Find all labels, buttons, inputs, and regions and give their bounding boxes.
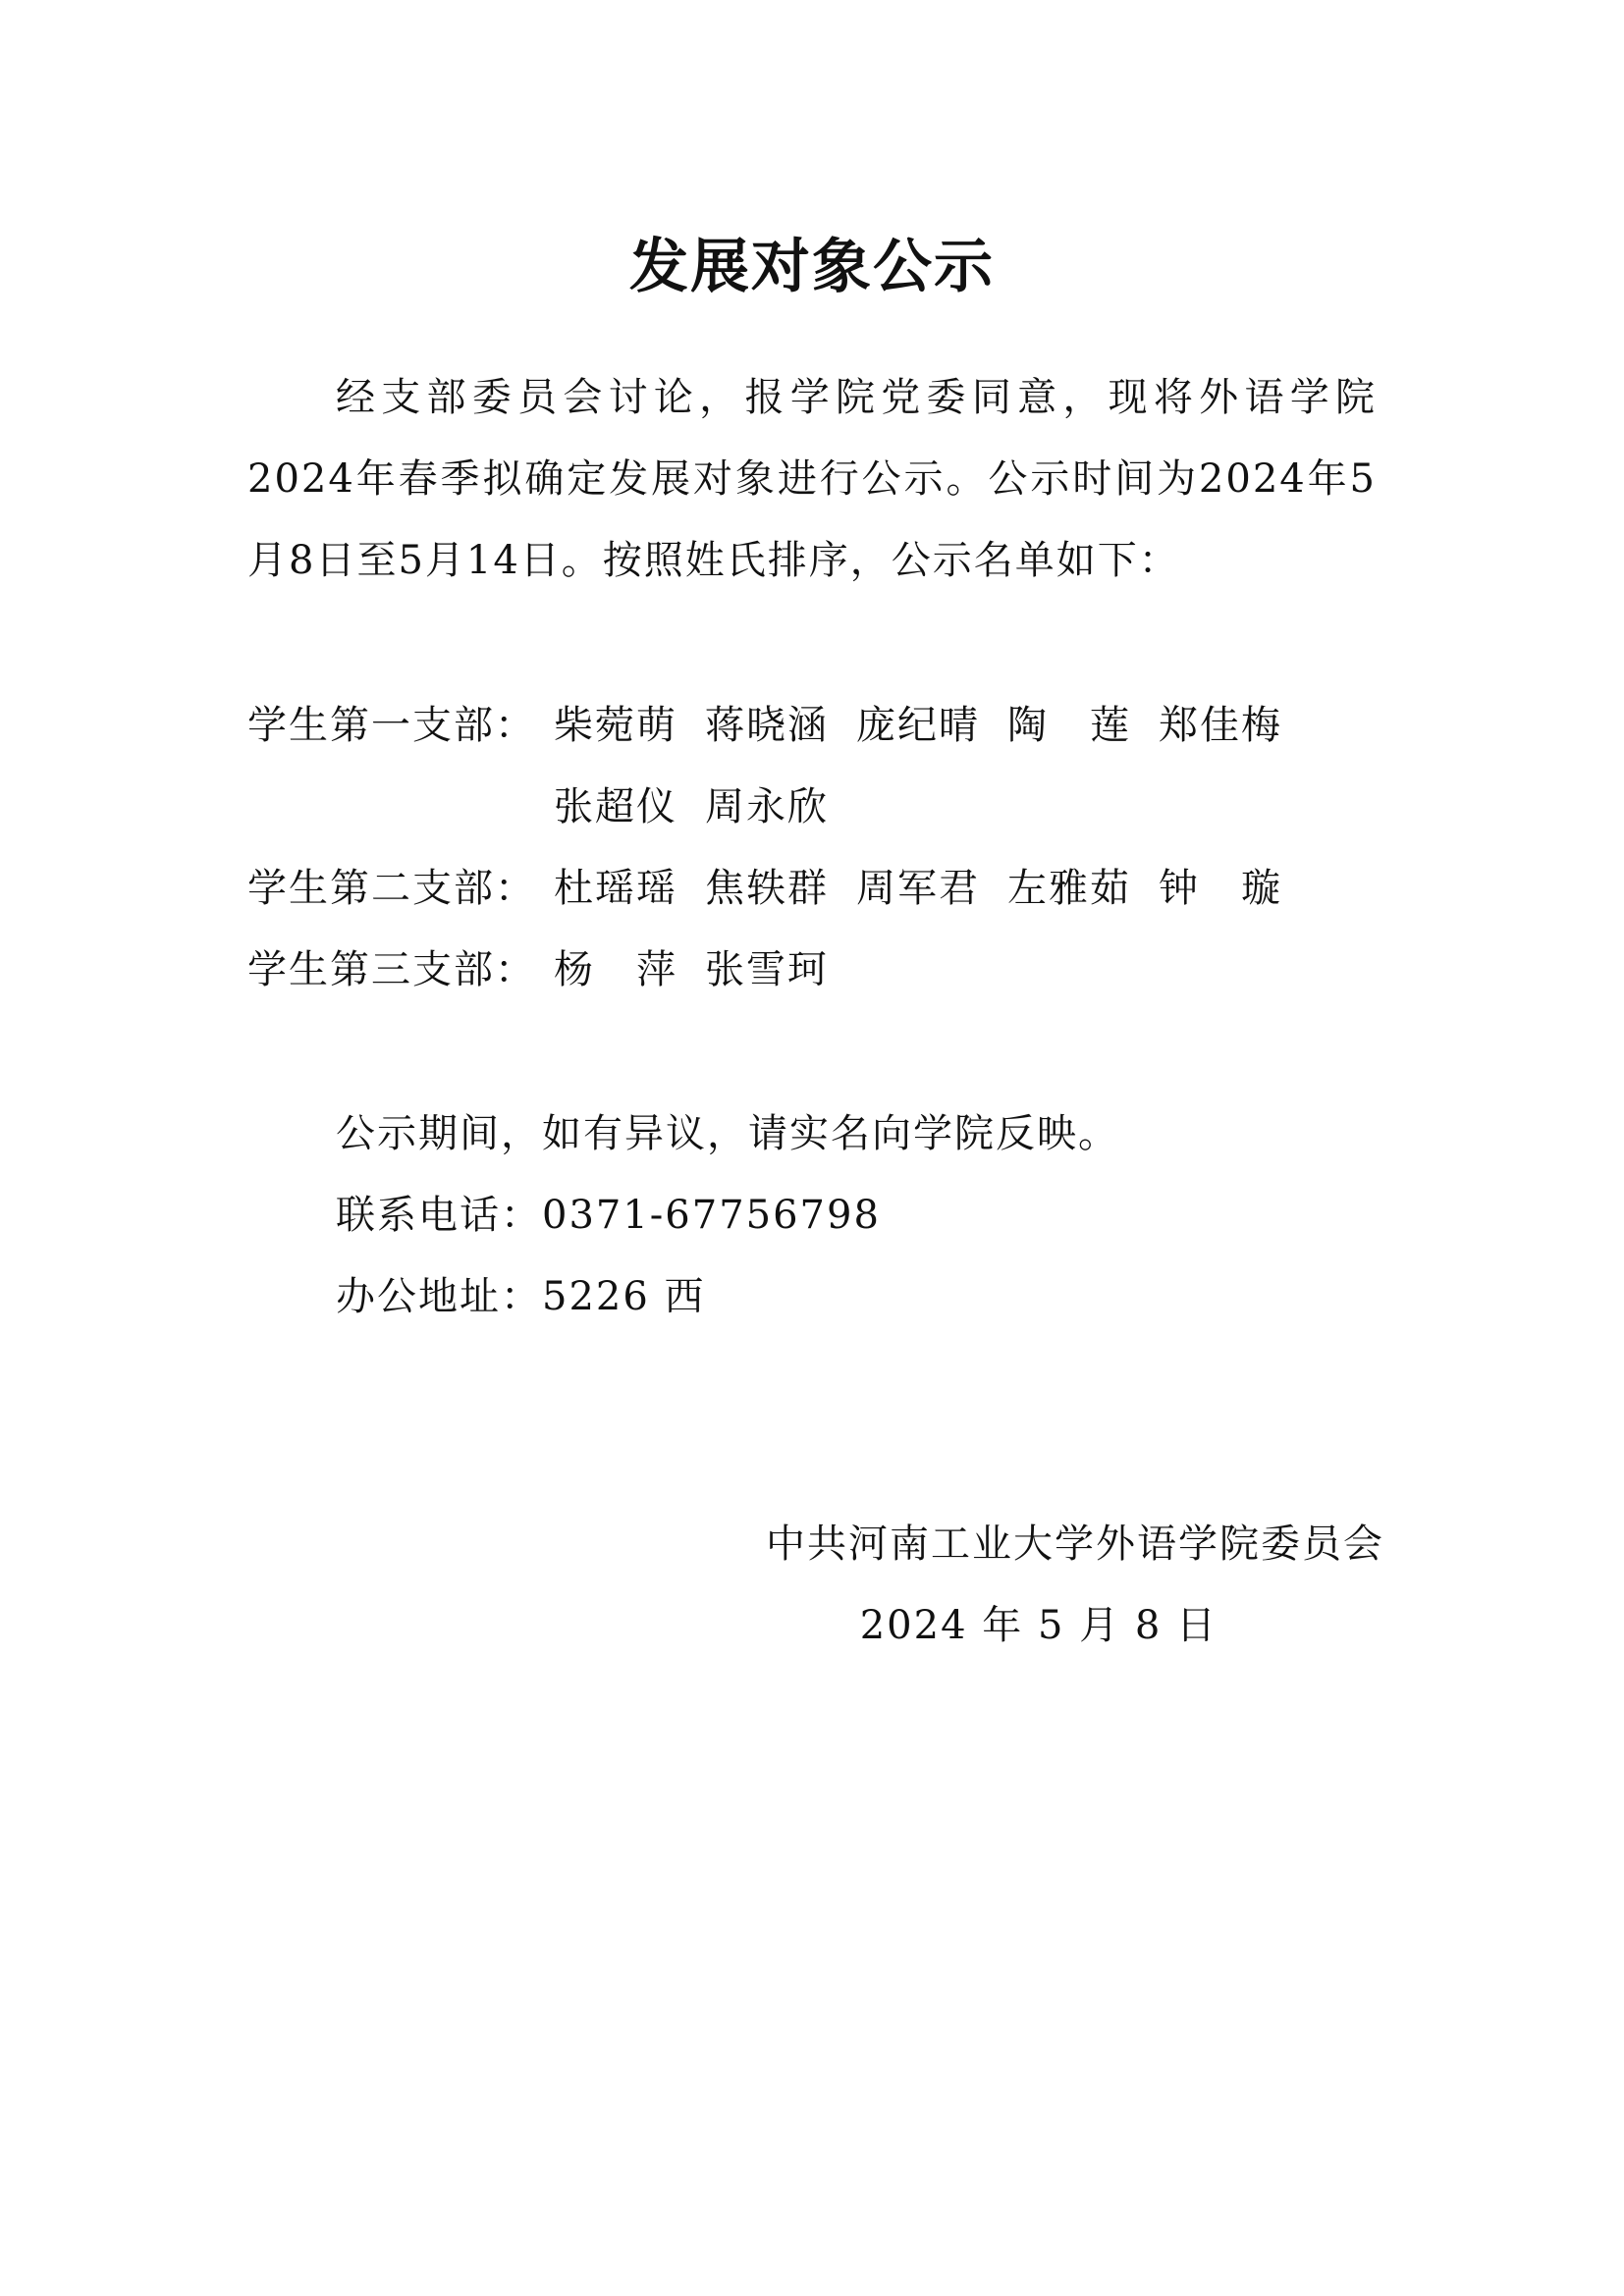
branch-names — [554, 930, 1377, 1011]
page-title: 发展对象公示 — [629, 233, 995, 301]
branch-label: 学生第一支部： — [247, 703, 536, 748]
member-name: 陶 莲 — [1007, 703, 1131, 748]
member-name: 张雪珂 — [705, 947, 829, 992]
intro-paragraph: 经支部委员会讨论，报学院党委同意，现将外语学院2024年春季拟确定发展对象进行公示。公示时间为2024年5月8日至5月14日。按照姓氏排序，公示名单如下： — [247, 375, 1377, 583]
office-address: 办公地址：5226 西 — [336, 1274, 706, 1319]
objection-notice: 公示期间，如有异议，请实名向学院反映。 — [336, 1111, 1119, 1156]
member-name: 钟 璇 — [1159, 866, 1282, 911]
member-name: 杜瑶瑶 — [554, 866, 677, 911]
member-name: 庞纪晴 — [856, 703, 980, 748]
branch-row — [247, 685, 1377, 848]
notice-block — [336, 1094, 1465, 1338]
issuer-name: 中共河南工业大学外语学院委员会 — [766, 1522, 1384, 1567]
member-name: 周永欣 — [705, 784, 829, 829]
member-name: 焦轶群 — [705, 866, 829, 911]
branch-names — [554, 848, 1377, 930]
branch-row — [247, 930, 1377, 1011]
signature-block — [687, 1504, 1384, 1667]
member-name: 柴菀萌 — [554, 703, 677, 748]
issue-date: 2024 年 5 月 8 日 — [859, 1603, 1218, 1648]
branch-names — [554, 685, 1377, 848]
member-name: 周军君 — [856, 866, 980, 911]
branch-label: 学生第二支部： — [247, 866, 536, 911]
member-name: 左雅茹 — [1007, 866, 1131, 911]
member-name: 蒋晓涵 — [705, 703, 829, 748]
contact-phone: 联系电话：0371-67756798 — [336, 1193, 881, 1238]
member-name: 张超仪 — [554, 784, 677, 829]
member-name: 郑佳梅 — [1159, 703, 1282, 748]
member-name: 杨 萍 — [554, 947, 677, 992]
branch-row — [247, 848, 1377, 930]
branch-list — [247, 685, 1377, 1011]
branch-label: 学生第三支部： — [247, 947, 536, 992]
